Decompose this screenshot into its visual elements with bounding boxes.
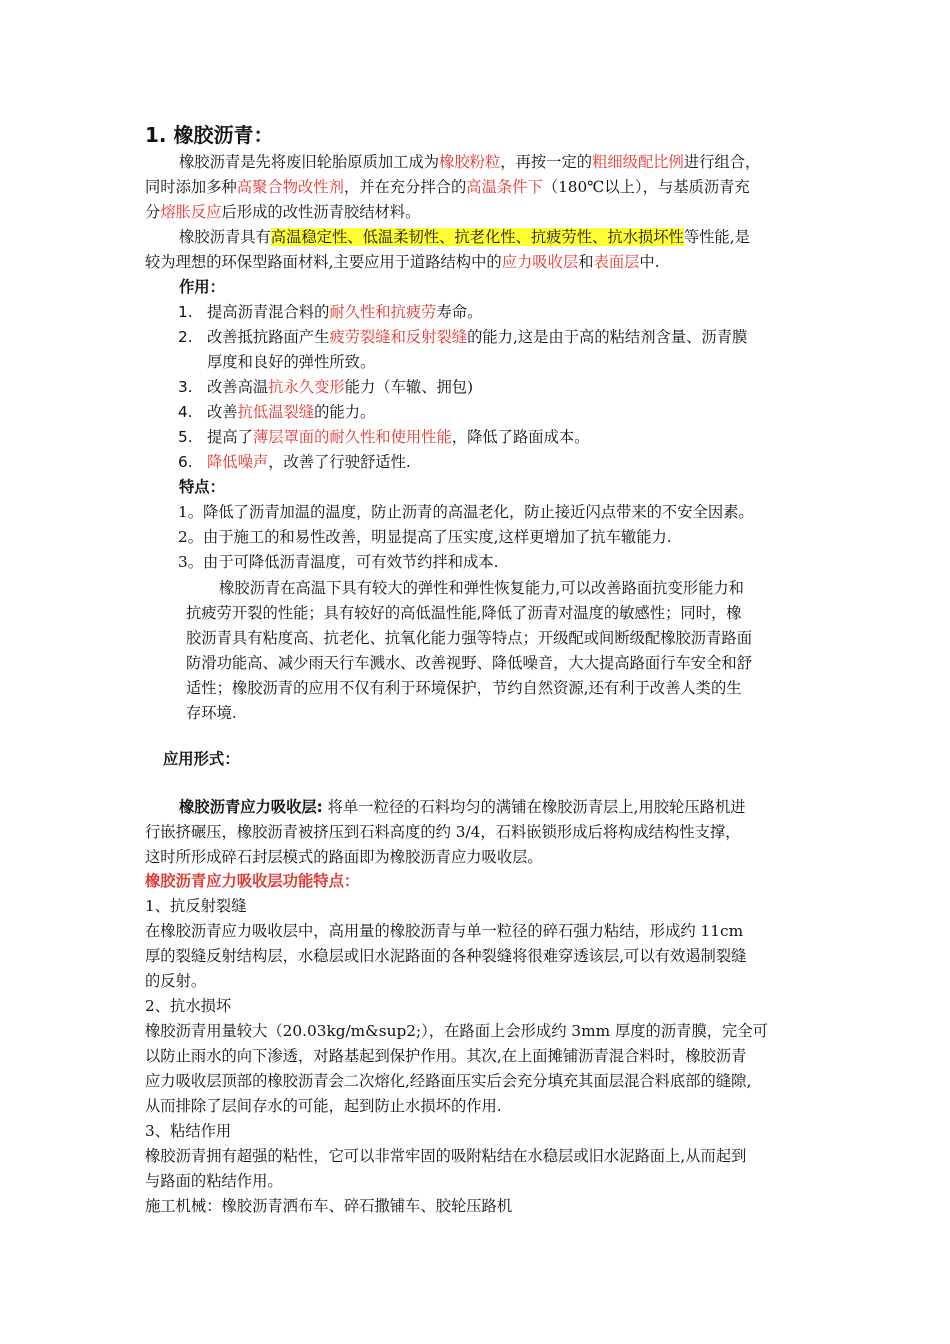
sami-label: 橡胶沥青应力吸收层: [179,798,323,816]
item-number: 1. [178,303,193,321]
feature-item: 2。由于施工的和易性改善，明显提高了压实度,这样更增加了抗车辙能力. [178,528,672,546]
text: 提高沥青混合料的 [207,303,330,321]
function-item [178,450,411,474]
text: 同时添加多种 [145,178,237,196]
item-number: 6. [178,453,193,471]
highlight-red: 耐久性和抗疲劳 [329,303,437,321]
text: 改善 [207,403,238,421]
function-item [178,325,747,349]
app-line: 施工机械：橡胶沥青洒布车、碎石撒铺车、胶轮压路机 [145,1197,513,1215]
text: 橡胶沥青是先将废旧轮胎原质加工成为 [179,153,440,171]
text: 等性能,是 [683,228,750,246]
sami-line-1 [179,795,746,819]
intro-line-2 [145,175,750,199]
section-title: 1. 橡胶沥青： [145,123,274,147]
highlight-red: 薄层罩面的耐久性和使用性能 [252,428,452,446]
highlight-red: 橡胶粉粒 [439,153,501,171]
app-line: 以防止雨水的向下渗透，对路基起到保护作用。其次,在上面摊铺沥青混合料时，橡胶沥青 [145,1047,747,1065]
text: 分 [145,203,161,221]
app-line: 3、粘结作用 [145,1122,232,1140]
feature-paragraph-line: 胶沥青具有粘度高、抗老化、抗氧化能力强等特点；开级配或间断级配橡胶沥青路面 [186,629,752,647]
text: 将单一粒径的石料均匀的满铺在橡胶沥青层上,用胶轮压路机进 [322,798,746,816]
item-number: 3. [178,378,193,396]
highlight-red: 粗细级配比例 [592,153,684,171]
feature-paragraph-line: 橡胶沥青在高温下具有较大的弹性和弹性恢复能力,可以改善路面抗变形能力和 [219,579,744,597]
feature-item: 1。降低了沥青加温的温度，防止沥青的高温老化，防止接近闪点带来的不安全因素。 [178,503,754,521]
app-line: 应力吸收层顶部的橡胶沥青会二次熔化,经路面压实后会充分填充其面层混合料底部的缝隙, [145,1072,752,1090]
highlight-red: 抗永久变形 [268,378,345,396]
text: ，降低了路面成本。 [451,428,590,446]
intro-line-3 [145,200,420,224]
sami-line: 这时所形成碎石封层模式的路面即为橡胶沥青应力吸收层。 [145,848,543,866]
highlight-red: 疲劳裂缝和反射裂缝 [329,328,468,346]
function-item-continuation: 厚度和良好的弹性所致。 [207,353,376,371]
application-heading: 应用形式： [163,750,240,768]
function-item [178,400,375,424]
app-line: 在橡胶沥青应力吸收层中，高用量的橡胶沥青与单一粒径的碎石强力粘结，形成约 11cm [145,922,744,940]
item-number: 2. [178,328,193,346]
sami-features-heading: 橡胶沥青应力吸收层功能特点： [145,872,360,890]
app-line: 从而排除了层间存水的可能，起到防止水损坏的作用. [145,1097,502,1115]
app-line: 的反射。 [145,972,207,990]
text: 改善抵抗路面产生 [207,328,330,346]
app-line: 厚的裂缝反射结构层，水稳层或旧水泥路面的各种裂缝将很难穿透该层,可以有效遏制裂缝 [145,947,747,965]
features-heading: 特点： [179,478,225,496]
function-item [178,375,473,399]
highlight-red: 高聚合物改性剂 [236,178,344,196]
text: 进行组合， [683,153,761,171]
highlight-red: 表面层 [593,253,640,271]
highlight-red: 高温条件下 [466,178,543,196]
intro-line-1 [179,150,760,174]
text: （180℃以上），与基质沥青充 [542,178,750,196]
app-line: 1、抗反射裂缝 [145,897,247,915]
feature-paragraph-line: 防滑功能高、减少雨天行车溅水、改善视野、降低噪音，大大提高路面行车安全和舒 [186,654,752,672]
feature-paragraph-line: 适性；橡胶沥青的应用不仅有利于环境保护，节约自然资源,还有利于改善人类的生 [186,679,742,697]
function-item [178,425,589,449]
feature-paragraph-line: 存环境. [186,704,237,722]
text: 较为理想的环保型路面材料,主要应用于道路结构中的 [145,253,502,271]
intro-line-5 [145,250,660,274]
app-line: 2、抗水损坏 [145,997,232,1015]
text: ，改善了行驶舒适性. [268,453,411,471]
intro-line-4 [179,225,750,249]
text: ，再按一定的 [500,153,593,171]
functions-heading: 作用： [179,278,225,296]
app-line: 橡胶沥青用量较大（20.03kg/m&sup2;），在路面上会形成约 3mm 厚度的沥青膜，完全可 [145,1022,768,1040]
text: 寿命。 [436,303,483,321]
feature-paragraph-line: 抗疲劳开裂的性能；具有较好的高低温性能,降低了沥青对温度的敏感性；同时，橡 [186,604,742,622]
highlight-red: 抗低温裂缝 [237,403,315,421]
text: 的能力,这是由于高的粘结剂含量、沥青膜 [467,328,748,346]
text: 改善高温 [207,378,269,396]
highlight-red: 降低噪声 [207,453,269,471]
app-line: 橡胶沥青拥有超强的粘性，它可以非常牢固的吸附粘结在水稳层或旧水泥路面上,从而起到 [145,1147,747,1165]
sami-line: 行嵌挤碾压，橡胶沥青被挤压到石料高度的约 3/4，石料嵌锁形成后将构成结构性支撑， [145,823,741,841]
text: 橡胶沥青具有 [179,228,271,246]
text: 的能力。 [314,403,376,421]
feature-item: 3。由于可降低沥青温度，可有效节约拌和成本. [178,553,499,571]
text: 能力（车辙、拥包) [344,378,474,396]
highlight-red: 应力吸收层 [501,253,579,271]
app-line: 与路面的粘结作用。 [145,1172,283,1190]
item-number: 4. [178,403,193,421]
text: 中. [639,253,660,271]
text: 提高了 [207,428,253,446]
text: 和 [578,253,594,271]
highlight-yellow: 高温稳定性、低温柔韧性、抗老化性、抗疲劳性、抗水损坏性 [270,228,684,246]
function-item [178,300,482,324]
text: 后形成的改性沥青胶结材料。 [221,203,421,221]
highlight-red: 熔胀反应 [160,203,222,221]
item-number: 5. [178,428,193,446]
text: ，并在充分拌合的 [343,178,467,196]
